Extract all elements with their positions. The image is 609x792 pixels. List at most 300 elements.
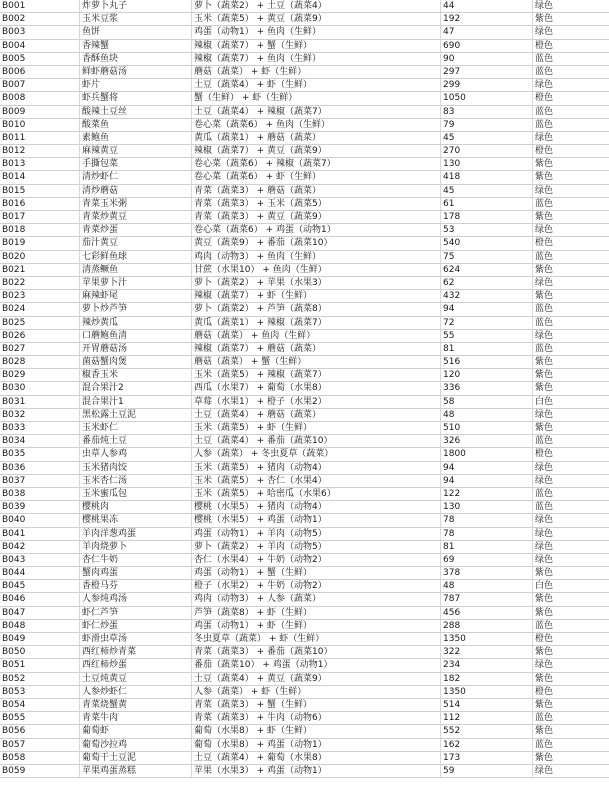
recipe-id-cell: B025 <box>0 317 80 329</box>
table-row <box>0 580 609 593</box>
recipe-name-cell: 葡萄虾 <box>80 725 192 737</box>
recipe-ingredients-cell: 橙子（水果2） + 牛奶（动物2） <box>192 580 441 592</box>
recipe-ingredients-cell: 青菜（蔬菜3） + 蘑菇（蔬菜） <box>192 185 441 197</box>
table-row <box>0 462 609 475</box>
recipe-id-cell: B030 <box>0 382 80 394</box>
table-row <box>0 475 609 488</box>
recipe-name-cell: 清炒蘑菇 <box>80 185 192 197</box>
recipe-name-cell: 鲜虾蘑菇汤 <box>80 66 192 78</box>
recipe-ingredients-cell: 萝卜（蔬菜2） + 苹果（水果3） <box>192 277 441 289</box>
table-row <box>0 646 609 659</box>
recipe-ingredients-cell: 辣椒（蔬菜7） + 鱼肉（生鲜） <box>192 53 441 65</box>
recipe-value-cell: 1800 <box>441 448 533 460</box>
recipe-color-cell: 蓝色 <box>535 304 554 315</box>
recipe-name-cell: 鱼饼 <box>80 26 192 38</box>
recipe-name-cell: 羊肉烧萝卜 <box>80 541 192 553</box>
recipe-ingredients-cell: 草莓（水果1） + 橙子（水果2） <box>192 396 441 408</box>
recipe-value-cell: 624 <box>441 264 533 276</box>
recipe-name-cell: 青菜烧蟹黄 <box>80 699 192 711</box>
recipe-id-cell: B023 <box>0 290 80 302</box>
recipe-id-cell: B046 <box>0 593 80 605</box>
recipe-ingredients-cell: 土豆（蔬菜4） + 蘑菇（蔬菜） <box>192 409 441 421</box>
recipe-ingredients-cell: 萝卜（蔬菜2） + 羊肉（动物5） <box>192 541 441 553</box>
recipe-ingredients-cell: 鸡蛋（动物1） + 虾（生鲜） <box>192 620 441 632</box>
recipe-value-cell: 112 <box>441 712 533 724</box>
recipe-value-cell: 418 <box>441 171 533 183</box>
recipe-ingredients-cell: 玉米（蔬菜5） + 杏仁（水果4） <box>192 475 441 487</box>
recipe-color-cell: 蓝色 <box>535 106 554 117</box>
table-row <box>0 13 609 26</box>
recipe-color-cell: 绿色 <box>535 528 554 539</box>
table-row <box>0 171 609 184</box>
recipe-name-cell: 七彩鲜鱼球 <box>80 251 192 263</box>
recipe-value-cell: 322 <box>441 646 533 658</box>
recipe-id-cell: B047 <box>0 607 80 619</box>
recipe-value-cell: 1350 <box>441 686 533 698</box>
recipe-name-cell: 葡萄沙拉鸡 <box>80 739 192 751</box>
recipe-color-cell: 紫色 <box>535 291 554 302</box>
recipe-value-cell: 130 <box>441 501 533 513</box>
recipe-name-cell: 手撕包菜 <box>80 158 192 170</box>
recipe-value-cell: 75 <box>441 251 533 263</box>
recipe-value-cell: 45 <box>441 132 533 144</box>
recipe-color-cell: 蓝色 <box>535 713 554 724</box>
recipe-color-cell: 紫色 <box>535 647 554 658</box>
recipe-id-cell: B022 <box>0 277 80 289</box>
recipe-id-cell: B017 <box>0 211 80 223</box>
recipe-color-cell: 橙色 <box>535 449 554 460</box>
recipe-name-cell: 樱桃肉 <box>80 501 192 513</box>
recipe-ingredients-cell: 玉米（蔬菜5） + 虾（生鲜） <box>192 422 441 434</box>
recipe-color-cell: 紫色 <box>535 264 554 275</box>
recipe-ingredients-cell: 鸡蛋（动物1） + 蟹（生鲜） <box>192 567 441 579</box>
recipe-value-cell: 58 <box>441 396 533 408</box>
recipe-value-cell: 120 <box>441 369 533 381</box>
recipe-ingredients-cell: 冬虫夏草（蔬菜） + 虾（生鲜） <box>192 633 441 645</box>
recipe-ingredients-cell: 辣椒（蔬菜7） + 蟹（生鲜） <box>192 40 441 52</box>
recipe-name-cell: 虾滑虫草汤 <box>80 633 192 645</box>
recipe-value-cell: 182 <box>441 673 533 685</box>
recipe-color-cell: 紫色 <box>535 726 554 737</box>
recipe-ingredients-cell: 青菜（蔬菜3） + 玉米（蔬菜5） <box>192 198 441 210</box>
table-row <box>0 488 609 501</box>
recipe-color-cell: 紫色 <box>535 607 554 618</box>
recipe-id-cell: B038 <box>0 488 80 500</box>
recipe-id-cell: B058 <box>0 752 80 764</box>
recipe-value-cell: 59 <box>441 765 533 777</box>
recipe-ingredients-cell: 葡萄（水果8） + 虾（生鲜） <box>192 725 441 737</box>
table-row <box>0 106 609 119</box>
recipe-color-cell: 白色 <box>535 581 554 592</box>
recipe-value-cell: 234 <box>441 659 533 671</box>
table-row <box>0 224 609 237</box>
recipe-ingredients-cell: 人参（蔬菜） + 虾（生鲜） <box>192 686 441 698</box>
recipe-value-cell: 72 <box>441 317 533 329</box>
recipe-ingredients-cell: 黄瓜（蔬菜1） + 辣椒（蔬菜7） <box>192 317 441 329</box>
recipe-id-cell: B053 <box>0 686 80 698</box>
recipe-value-cell: 81 <box>441 541 533 553</box>
table-row <box>0 699 609 712</box>
recipe-id-cell: B003 <box>0 26 80 38</box>
recipe-name-cell: 青菜炒蛋 <box>80 224 192 236</box>
recipe-color-cell: 绿色 <box>535 80 554 91</box>
recipe-id-cell: B032 <box>0 409 80 421</box>
recipe-id-cell: B033 <box>0 422 80 434</box>
table-row <box>0 92 609 105</box>
recipe-ingredients-cell: 甘蔗（水果10） + 鱼肉（生鲜） <box>192 264 441 276</box>
recipe-ingredients-cell: 苹果（水果3） + 鸡蛋（动物1） <box>192 765 441 777</box>
table-row <box>0 343 609 356</box>
recipe-value-cell: 326 <box>441 435 533 447</box>
table-row <box>0 673 609 686</box>
table-row <box>0 435 609 448</box>
table-row <box>0 79 609 92</box>
recipe-color-cell: 绿色 <box>535 765 554 776</box>
table-row <box>0 264 609 277</box>
recipe-name-cell: 玉米虾仁 <box>80 422 192 434</box>
recipe-name-cell: 辣炒黄瓜 <box>80 317 192 329</box>
recipe-ingredients-cell: 鸡蛋（动物1） + 鱼肉（生鲜） <box>192 26 441 38</box>
recipe-name-cell: 玉米蜜瓜包 <box>80 488 192 500</box>
recipe-ingredients-cell: 鸡肉（动物3） + 人参（蔬菜） <box>192 593 441 605</box>
recipe-color-cell: 橙色 <box>535 634 554 644</box>
recipe-id-cell: B037 <box>0 475 80 487</box>
recipe-ingredients-cell: 辣椒（蔬菜7） + 蘑菇（蔬菜） <box>192 343 441 355</box>
recipe-ingredients-cell: 卷心菜（蔬菜6） + 鸡蛋（动物1） <box>192 224 441 236</box>
table-row <box>0 725 609 738</box>
recipe-id-cell: B036 <box>0 462 80 474</box>
recipe-color-cell: 橙色 <box>535 40 554 51</box>
recipe-name-cell: 虾仁芦笋 <box>80 607 192 619</box>
recipe-value-cell: 173 <box>441 752 533 764</box>
recipe-value-cell: 83 <box>441 106 533 118</box>
recipe-ingredients-cell: 玉米（蔬菜5） + 黄豆（蔬菜9） <box>192 13 441 25</box>
table-row <box>0 317 609 330</box>
recipe-value-cell: 297 <box>441 66 533 78</box>
recipe-ingredients-cell: 卷心菜（蔬菜6） + 鱼肉（生鲜） <box>192 119 441 131</box>
table-row <box>0 132 609 145</box>
recipe-color-cell: 绿色 <box>535 515 554 526</box>
recipe-id-cell: B015 <box>0 185 80 197</box>
table-row <box>0 514 609 527</box>
recipe-color-cell: 紫色 <box>535 159 554 170</box>
recipe-id-cell: B039 <box>0 501 80 513</box>
recipe-color-cell: 绿色 <box>535 660 554 671</box>
recipe-name-cell: 萝卜炒芦笋 <box>80 303 192 315</box>
recipe-ingredients-cell: 辣椒（蔬菜7） + 黄豆（蔬菜9） <box>192 145 441 157</box>
table-row <box>0 66 609 79</box>
recipe-color-cell: 绿色 <box>535 225 554 236</box>
recipe-value-cell: 514 <box>441 699 533 711</box>
recipe-name-cell: 虾兵蟹将 <box>80 92 192 104</box>
recipe-ingredients-cell: 鸡蛋（动物1） + 羊肉（动物5） <box>192 528 441 540</box>
recipe-ingredients-cell: 土豆（蔬菜4） + 葡萄（水果8） <box>192 752 441 764</box>
recipe-color-cell: 橙色 <box>535 686 554 697</box>
recipe-color-cell: 蓝色 <box>535 198 554 209</box>
recipe-ingredients-cell: 青菜（蔬菜3） + 番茄（蔬菜10） <box>192 646 441 658</box>
recipe-id-cell: B009 <box>0 106 80 118</box>
table-row <box>0 185 609 198</box>
recipe-color-cell: 蓝色 <box>535 502 554 513</box>
recipe-color-cell: 绿色 <box>535 185 554 196</box>
recipe-id-cell: B059 <box>0 765 80 777</box>
recipe-ingredients-cell: 黄豆（蔬菜9） + 番茄（蔬菜10） <box>192 237 441 249</box>
recipe-name-cell: 椒香玉米 <box>80 369 192 381</box>
recipe-color-cell: 蓝色 <box>535 66 554 77</box>
recipe-color-cell: 蓝色 <box>535 119 554 130</box>
recipe-color-cell: 紫色 <box>535 383 554 394</box>
recipe-value-cell: 130 <box>441 158 533 170</box>
recipe-value-cell: 1050 <box>441 92 533 104</box>
recipe-ingredients-cell: 樱桃（水果5） + 猪肉（动物4） <box>192 501 441 513</box>
recipe-name-cell: 茄汁黄豆 <box>80 237 192 249</box>
recipe-name-cell: 混合果汁2 <box>80 382 192 394</box>
recipe-name-cell: 香橙马芬 <box>80 580 192 592</box>
table-row <box>0 752 609 765</box>
recipe-id-cell: B011 <box>0 132 80 144</box>
recipe-id-cell: B041 <box>0 528 80 540</box>
recipe-name-cell: 蟹肉鸡蛋 <box>80 567 192 579</box>
recipe-name-cell: 葡萄干土豆泥 <box>80 752 192 764</box>
table-row <box>0 501 609 514</box>
recipe-name-cell: 口蘑鲍鱼清 <box>80 330 192 342</box>
recipe-ingredients-cell: 辣椒（蔬菜7） + 虾（生鲜） <box>192 290 441 302</box>
recipe-color-cell: 绿色 <box>535 277 554 288</box>
table-row <box>0 211 609 224</box>
table-row <box>0 541 609 554</box>
recipe-id-cell: B057 <box>0 739 80 751</box>
recipe-name-cell: 玉米豆浆 <box>80 13 192 25</box>
recipe-color-cell: 绿色 <box>535 475 554 486</box>
recipe-name-cell: 黑松露土豆泥 <box>80 409 192 421</box>
table-row <box>0 251 609 264</box>
recipe-color-cell: 紫色 <box>535 172 554 183</box>
recipe-value-cell: 55 <box>441 330 533 342</box>
recipe-name-cell: 酸辣土豆丝 <box>80 106 192 118</box>
recipe-name-cell: 炸萝卜丸子 <box>80 0 192 12</box>
table-row <box>0 607 609 620</box>
recipe-name-cell: 青菜玉米粥 <box>80 198 192 210</box>
recipe-ingredients-cell: 土豆（蔬菜4） + 番茄（蔬菜10） <box>192 435 441 447</box>
recipe-ingredients-cell: 土豆（蔬菜4） + 虾（生鲜） <box>192 79 441 91</box>
recipe-name-cell: 羊肉洋葱鸡蛋 <box>80 528 192 540</box>
recipe-color-cell: 紫色 <box>535 423 554 433</box>
table-row <box>0 712 609 725</box>
table-row <box>0 409 609 422</box>
recipe-value-cell: 299 <box>441 79 533 91</box>
recipe-value-cell: 90 <box>441 53 533 65</box>
recipe-color-cell: 橙色 <box>535 146 554 157</box>
recipe-color-cell: 紫色 <box>535 357 554 368</box>
table-row <box>0 0 609 13</box>
recipe-value-cell: 94 <box>441 475 533 487</box>
recipe-id-cell: B048 <box>0 620 80 632</box>
recipe-ingredients-cell: 土豆（蔬菜4） + 黄豆（蔬菜9） <box>192 673 441 685</box>
recipe-color-cell: 橙色 <box>535 93 554 104</box>
recipe-id-cell: B008 <box>0 92 80 104</box>
table-row <box>0 158 609 171</box>
recipe-ingredients-cell: 蘑菇（蔬菜） + 蟹（生鲜） <box>192 356 441 368</box>
recipe-ingredients-cell: 鸡肉（动物3） + 鱼肉（生鲜） <box>192 251 441 263</box>
recipe-id-cell: B055 <box>0 712 80 724</box>
recipe-id-cell: B006 <box>0 66 80 78</box>
recipe-value-cell: 456 <box>441 607 533 619</box>
recipe-id-cell: B024 <box>0 303 80 315</box>
table-row <box>0 593 609 606</box>
recipe-id-cell: B044 <box>0 567 80 579</box>
recipe-color-cell: 紫色 <box>535 673 554 684</box>
recipe-value-cell: 122 <box>441 488 533 500</box>
recipe-ingredients-cell: 杏仁（水果4） + 牛奶（动物2） <box>192 554 441 566</box>
recipe-id-cell: B056 <box>0 725 80 737</box>
recipe-ingredients-cell: 樱桃（水果5） + 鸡蛋（动物1） <box>192 514 441 526</box>
recipe-color-cell: 绿色 <box>535 1 554 11</box>
recipe-id-cell: B021 <box>0 264 80 276</box>
table-row <box>0 396 609 409</box>
recipe-name-cell: 酸菜鱼 <box>80 119 192 131</box>
recipe-ingredients-cell: 卷心菜（蔬菜6） + 虾（生鲜） <box>192 171 441 183</box>
recipe-value-cell: 44 <box>441 0 533 12</box>
recipe-value-cell: 288 <box>441 620 533 632</box>
recipe-ingredients-cell: 土豆（蔬菜4） + 辣椒（蔬菜7） <box>192 106 441 118</box>
table-row <box>0 290 609 303</box>
recipe-value-cell: 510 <box>441 422 533 434</box>
recipe-ingredients-cell: 玉米（蔬菜5） + 哈密瓜（水果6） <box>192 488 441 500</box>
recipe-value-cell: 540 <box>441 237 533 249</box>
recipe-name-cell: 西红柿炒蛋 <box>80 659 192 671</box>
recipe-color-cell: 绿色 <box>535 462 554 473</box>
recipe-color-cell: 蓝色 <box>535 343 554 354</box>
recipe-name-cell: 土豆炖黄豆 <box>80 673 192 685</box>
recipe-color-cell: 蓝色 <box>535 317 554 328</box>
recipe-ingredients-cell: 葡萄（水果8） + 鸡蛋（动物1） <box>192 739 441 751</box>
recipe-color-cell: 蓝色 <box>535 251 554 262</box>
recipe-ingredients-cell: 卷心菜（蔬菜6） + 辣椒（蔬菜7） <box>192 158 441 170</box>
recipe-value-cell: 78 <box>441 528 533 540</box>
recipe-name-cell: 西红柿炒青菜 <box>80 646 192 658</box>
recipe-id-cell: B051 <box>0 659 80 671</box>
table-row <box>0 448 609 461</box>
recipe-name-cell: 人参炖鸡汤 <box>80 593 192 605</box>
recipe-ingredients-cell: 青菜（蔬菜3） + 黄豆（蔬菜9） <box>192 211 441 223</box>
recipe-value-cell: 336 <box>441 382 533 394</box>
recipe-value-cell: 690 <box>441 40 533 52</box>
recipe-name-cell: 菌菇蟹肉煲 <box>80 356 192 368</box>
recipe-id-cell: B018 <box>0 224 80 236</box>
recipe-name-cell: 麻辣黄豆 <box>80 145 192 157</box>
recipe-id-cell: B027 <box>0 343 80 355</box>
table-row <box>0 330 609 343</box>
recipe-id-cell: B054 <box>0 699 80 711</box>
recipe-id-cell: B034 <box>0 435 80 447</box>
recipe-ingredients-cell: 萝卜（蔬菜2） + 芦笋（蔬菜8） <box>192 303 441 315</box>
recipe-name-cell: 虾仁炒蛋 <box>80 620 192 632</box>
recipe-ingredients-cell: 萝卜（蔬菜2） + 土豆（蔬菜4） <box>192 0 441 12</box>
recipe-value-cell: 48 <box>441 409 533 421</box>
table-row <box>0 26 609 39</box>
table-row <box>0 198 609 211</box>
recipe-color-cell: 绿色 <box>535 409 554 420</box>
recipe-id-cell: B014 <box>0 171 80 183</box>
table-row <box>0 659 609 672</box>
recipe-ingredients-cell: 玉米（蔬菜5） + 辣椒（蔬菜7） <box>192 369 441 381</box>
recipe-color-cell: 绿色 <box>535 541 554 552</box>
recipe-name-cell: 人参炒虾仁 <box>80 686 192 698</box>
recipe-value-cell: 47 <box>441 26 533 38</box>
recipe-value-cell: 787 <box>441 593 533 605</box>
recipe-name-cell: 虫草人参鸡 <box>80 448 192 460</box>
recipe-id-cell: B031 <box>0 396 80 408</box>
recipe-id-cell: B013 <box>0 158 80 170</box>
recipe-name-cell: 青菜炒黄豆 <box>80 211 192 223</box>
recipe-color-cell: 紫色 <box>535 14 554 25</box>
table-row <box>0 53 609 66</box>
recipe-id-cell: B007 <box>0 79 80 91</box>
recipe-id-cell: B012 <box>0 145 80 157</box>
recipe-value-cell: 270 <box>441 145 533 157</box>
recipe-name-cell: 素鲍鱼 <box>80 132 192 144</box>
recipe-id-cell: B001 <box>0 0 80 12</box>
recipe-name-cell: 虾片 <box>80 79 192 91</box>
recipe-id-cell: B016 <box>0 198 80 210</box>
recipe-value-cell: 48 <box>441 580 533 592</box>
recipe-name-cell: 樱桃果冻 <box>80 514 192 526</box>
recipe-value-cell: 69 <box>441 554 533 566</box>
recipe-ingredients-cell: 黄瓜（蔬菜1） + 蘑菇（蔬菜） <box>192 132 441 144</box>
recipe-id-cell: B020 <box>0 251 80 263</box>
recipe-ingredients-cell: 人参（蔬菜） + 冬虫夏草（蔬菜） <box>192 448 441 460</box>
recipe-name-cell: 番茄炖土豆 <box>80 435 192 447</box>
recipe-value-cell: 552 <box>441 725 533 737</box>
recipe-name-cell: 苹果鸡蛋蒸糕 <box>80 765 192 777</box>
table-row <box>0 119 609 132</box>
recipe-id-cell: B040 <box>0 514 80 526</box>
recipe-color-cell: 紫色 <box>535 212 554 222</box>
recipe-ingredients-cell: 芦笋（蔬菜8） + 虾（生鲜） <box>192 607 441 619</box>
recipe-id-cell: B004 <box>0 40 80 52</box>
recipe-color-cell: 紫色 <box>535 370 554 381</box>
recipe-id-cell: B035 <box>0 448 80 460</box>
recipe-name-cell: 麻辣虾尾 <box>80 290 192 302</box>
recipe-color-cell: 蓝色 <box>535 53 554 64</box>
recipe-ingredients-cell: 玉米（蔬菜5） + 猪肉（动物4） <box>192 462 441 474</box>
recipe-id-cell: B029 <box>0 369 80 381</box>
table-row <box>0 277 609 290</box>
recipe-value-cell: 162 <box>441 739 533 751</box>
recipe-color-cell: 紫色 <box>535 568 554 579</box>
recipe-ingredients-cell: 蟹（生鲜） + 虾（生鲜） <box>192 92 441 104</box>
table-row <box>0 145 609 158</box>
recipe-value-cell: 62 <box>441 277 533 289</box>
recipe-name-cell: 玉米杏仁汤 <box>80 475 192 487</box>
table-row <box>0 567 609 580</box>
recipe-value-cell: 178 <box>441 211 533 223</box>
recipe-color-cell: 绿色 <box>535 554 554 565</box>
recipe-name-cell: 苹果萝卜汁 <box>80 277 192 289</box>
recipe-value-cell: 378 <box>441 567 533 579</box>
recipe-ingredients-cell: 蘑菇（蔬菜） + 鱼肉（生鲜） <box>192 330 441 342</box>
recipe-value-cell: 516 <box>441 356 533 368</box>
table-row <box>0 382 609 395</box>
table-row <box>0 40 609 53</box>
table-row <box>0 765 609 778</box>
recipe-value-cell: 81 <box>441 343 533 355</box>
recipe-color-cell: 紫色 <box>535 594 554 605</box>
recipe-name-cell: 混合果汁1 <box>80 396 192 408</box>
recipe-value-cell: 79 <box>441 119 533 131</box>
recipe-color-cell: 绿色 <box>535 27 554 38</box>
table-row <box>0 356 609 369</box>
